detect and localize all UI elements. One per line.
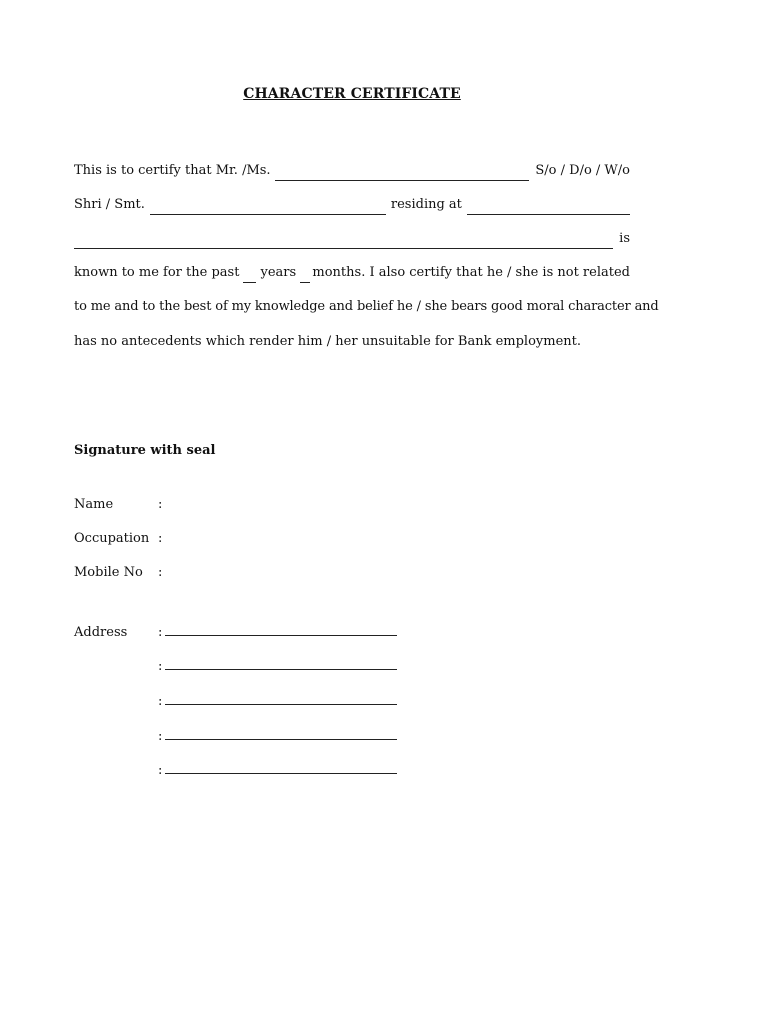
address-colon: : [158, 763, 163, 778]
field-label: Mobile No [74, 565, 143, 580]
address-blank [165, 761, 397, 774]
body-line-3 [74, 229, 630, 249]
page-title: CHARACTER CERTIFICATE [243, 86, 461, 102]
body-line-6 [74, 332, 630, 352]
body-line-4 [74, 263, 630, 283]
months-text: months. I also certify that he / she is not related [312, 265, 630, 280]
address-colon: : [158, 659, 163, 674]
name-blank [275, 168, 530, 181]
field-label: Name [74, 497, 114, 512]
months-blank [300, 270, 310, 283]
address-line-4 [158, 727, 397, 747]
body-line-1 [74, 161, 630, 181]
address-blank [165, 692, 397, 705]
address-continuation-blank [74, 236, 613, 249]
address-blank [165, 657, 397, 670]
address-colon: : [158, 694, 163, 709]
address-line-5 [158, 761, 397, 781]
address-colon: : [158, 625, 163, 640]
field-colon: : [158, 565, 163, 580]
residing-text: residing at [390, 197, 462, 212]
relation-text: S/o / D/o / W/o [535, 163, 630, 178]
address-line-2 [158, 657, 397, 677]
is-text: is [619, 231, 630, 246]
residence-blank [467, 202, 630, 215]
years-blank [243, 270, 256, 283]
knowledge-text: to me and to the best of my knowledge and belief he / she bears good moral character and [74, 299, 659, 314]
address-blank [165, 727, 397, 740]
address-blank [165, 623, 397, 636]
years-text: years [260, 265, 297, 280]
shri-smt-text: Shri / Smt. [74, 197, 145, 212]
address-colon: : [158, 729, 163, 744]
field-label: Occupation [74, 531, 150, 546]
address-line-1 [158, 623, 397, 643]
field-colon: : [158, 531, 163, 546]
signature-label: Signature with seal [74, 443, 216, 458]
certify-text: This is to certify that Mr. /Ms. [74, 163, 271, 178]
body-line-5 [74, 297, 659, 317]
address-line-3 [158, 692, 397, 712]
field-colon: : [158, 497, 163, 512]
parent-name-blank [150, 202, 386, 215]
antecedents-text: has no antecedents which render him / her unsuitable for Bank employment. [74, 334, 582, 349]
known-text: known to me for the past [74, 265, 240, 280]
body-line-2 [74, 195, 630, 215]
address-label: Address [74, 625, 128, 640]
